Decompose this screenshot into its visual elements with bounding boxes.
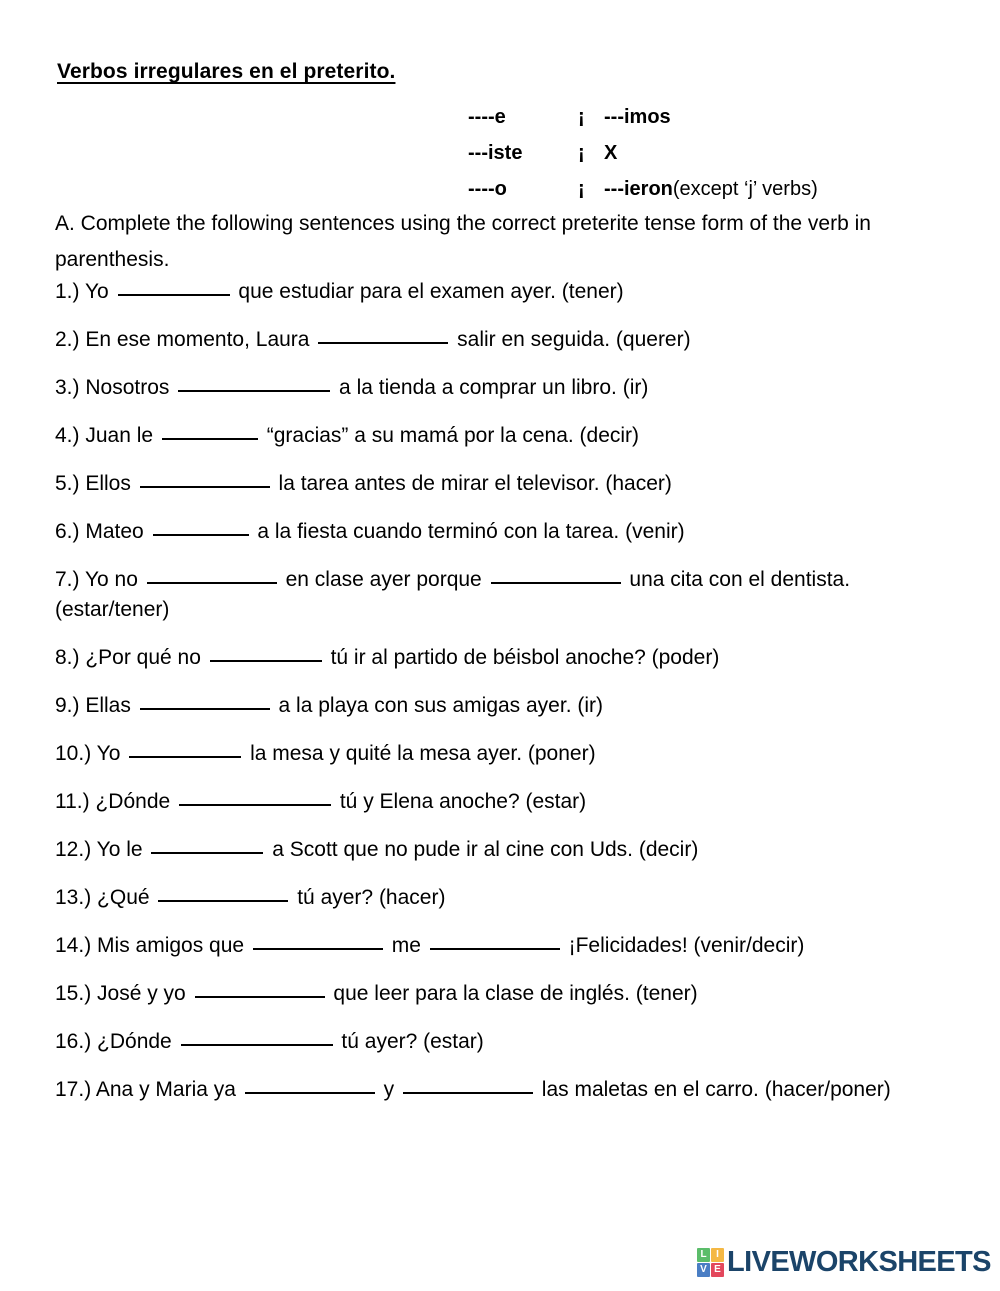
answer-blank[interactable]	[178, 390, 330, 392]
question-text-before: En ese momento, Laura	[85, 328, 316, 351]
conjugation-table	[468, 99, 818, 207]
conjugation-separator: ¡	[578, 142, 585, 164]
liveworksheets-logo	[697, 1248, 991, 1277]
liveworksheets-mark-icon	[697, 1248, 724, 1277]
answer-blank[interactable]	[195, 996, 325, 998]
answer-blank[interactable]	[158, 900, 288, 902]
question-text-after: a la tienda a comprar un libro. (ir)	[333, 376, 649, 399]
conjugation-row	[468, 171, 818, 207]
conjugation-right-ending: ---ieron	[604, 178, 673, 200]
question-item	[55, 787, 950, 817]
question-text-before: Mis amigos que	[97, 934, 250, 957]
question-text-after: tú ir al partido de béisbol anoche? (poder)	[324, 646, 720, 669]
question-item	[55, 373, 950, 403]
question-item	[55, 1027, 950, 1057]
question-text-after: a Scott que no pude ir al cine con Uds. (decir)	[266, 838, 699, 861]
question-item	[55, 325, 950, 355]
question-text-after: que leer para la clase de inglés. (tener)	[327, 982, 698, 1005]
answer-blank[interactable]	[318, 342, 448, 344]
question-text-after: las maletas en el carro. (hacer/poner)	[535, 1078, 891, 1101]
answer-blank[interactable]	[140, 708, 270, 710]
question-text-middle: en clase ayer porque	[279, 568, 488, 591]
question-text-after: tú ayer? (hacer)	[291, 886, 446, 909]
conjugation-left-ending: ----e	[468, 106, 506, 128]
question-text-before: Ellas	[85, 694, 137, 717]
question-text-before: ¿Por qué no	[85, 646, 207, 669]
question-text-after: salir en seguida. (querer)	[451, 328, 691, 351]
question-number: 4.)	[55, 424, 86, 447]
liveworksheets-wordmark: LIVEWORKSHEETS	[727, 1246, 991, 1278]
answer-blank[interactable]	[147, 582, 277, 584]
question-text-after: la tarea antes de mirar el televisor. (hacer)	[272, 472, 672, 495]
question-text-before: Yo le	[96, 838, 149, 861]
question-text-after: “gracias” a su mamá por la cena. (decir)	[260, 424, 640, 447]
question-text-before: ¿Dónde	[97, 1030, 178, 1053]
answer-blank[interactable]	[140, 486, 270, 488]
answer-blank[interactable]	[179, 804, 331, 806]
answer-blank[interactable]	[118, 294, 230, 296]
instructions-text: A. Complete the following sentences using the correct preterite tense form of the verb in parenthesis.	[55, 212, 871, 271]
conjugation-left-ending: ----o	[468, 178, 507, 200]
question-number: 1.)	[55, 280, 85, 303]
question-text-after: a la fiesta cuando terminó con la tarea. (venir)	[251, 520, 685, 543]
question-text-after: a la playa con sus amigas ayer. (ir)	[272, 694, 604, 717]
page-title: Verbos irregulares en el preterito.	[57, 60, 396, 83]
question-text-before: Mateo	[85, 520, 150, 543]
question-text-before: Ellos	[85, 472, 137, 495]
question-number: 15.)	[55, 982, 98, 1005]
question-number: 10.)	[55, 742, 97, 765]
answer-blank[interactable]	[430, 948, 560, 950]
answer-blank[interactable]	[253, 948, 383, 950]
question-item	[55, 517, 950, 547]
answer-blank[interactable]	[162, 438, 258, 440]
question-item	[55, 643, 950, 673]
question-item	[55, 979, 950, 1009]
logo-tile-e: E	[711, 1263, 724, 1277]
conjugation-row	[468, 135, 818, 171]
question-item	[55, 691, 950, 721]
conjugation-separator: ¡	[578, 178, 585, 200]
question-number: 13.)	[55, 886, 98, 909]
question-text-before: Ana y Maria ya	[95, 1078, 242, 1101]
answer-blank[interactable]	[491, 582, 621, 584]
question-number: 14.)	[55, 934, 98, 957]
question-number: 12.)	[55, 838, 97, 861]
answer-blank[interactable]	[129, 756, 241, 758]
question-number: 3.)	[55, 376, 86, 399]
logo-tile-i: I	[711, 1248, 724, 1262]
question-text-before: Juan le	[85, 424, 159, 447]
conjugation-separator: ¡	[578, 106, 585, 128]
answer-blank[interactable]	[151, 852, 263, 854]
question-item	[55, 469, 950, 499]
question-text-after: tú ayer? (estar)	[335, 1030, 484, 1053]
logo-tile-l: L	[697, 1248, 710, 1262]
conjugation-left-ending: ---iste	[468, 142, 523, 164]
question-number: 8.)	[55, 646, 86, 669]
question-number: 9.)	[55, 694, 86, 717]
question-item	[55, 565, 950, 625]
question-number: 11.)	[55, 790, 96, 813]
question-text-before: ¿Dónde	[95, 790, 177, 813]
logo-tile-v: V	[697, 1263, 710, 1277]
question-item	[55, 883, 950, 913]
question-number: 6.)	[55, 520, 86, 543]
question-number: 16.)	[55, 1030, 98, 1053]
answer-blank[interactable]	[153, 534, 249, 536]
question-item	[55, 1075, 950, 1105]
question-text-after: una cita con el dentista. (estar/tener)	[55, 568, 851, 621]
answer-blank[interactable]	[403, 1092, 533, 1094]
conjugation-note: (except ‘j’ verbs)	[672, 178, 818, 200]
question-item	[55, 421, 950, 451]
question-text-middle: y	[377, 1078, 400, 1101]
question-text-after: tú y Elena anoche? (estar)	[334, 790, 587, 813]
question-text-before: Yo no	[84, 568, 144, 591]
question-number: 17.)	[55, 1078, 96, 1101]
question-text-middle: me	[385, 934, 427, 957]
question-item	[55, 931, 950, 961]
conjugation-row	[468, 99, 818, 135]
question-item	[55, 739, 950, 769]
question-number: 2.)	[55, 328, 86, 351]
question-text-after: que estudiar para el examen ayer. (tener)	[232, 280, 624, 303]
question-item	[55, 835, 950, 865]
question-text-after: la mesa y quité la mesa ayer. (poner)	[244, 742, 596, 765]
question-text-before: Yo	[84, 280, 115, 303]
answer-blank[interactable]	[245, 1092, 375, 1094]
question-list	[55, 277, 950, 1105]
question-item	[55, 277, 950, 307]
conjugation-right-ending: ---imos	[604, 106, 671, 128]
question-text-before: Nosotros	[85, 376, 176, 399]
question-text-after: ¡Felicidades! (venir/decir)	[562, 934, 805, 957]
conjugation-right-ending: X	[604, 142, 618, 164]
question-text-before: ¿Qué	[97, 886, 156, 909]
answer-blank[interactable]	[181, 1044, 333, 1046]
question-number: 5.)	[55, 472, 86, 495]
question-text-before: Yo	[96, 742, 127, 765]
answer-blank[interactable]	[210, 660, 322, 662]
question-text-before: José y yo	[97, 982, 192, 1005]
question-number: 7.)	[55, 568, 85, 591]
